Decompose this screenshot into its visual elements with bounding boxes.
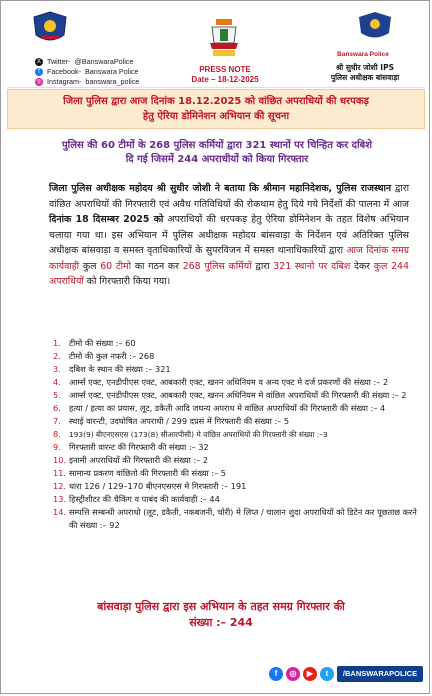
social-value: banswara_police (85, 77, 140, 86)
final-line-2: संख्या :– 244 (189, 616, 253, 629)
list-number: 13. (53, 494, 67, 504)
list-text: स्थाई वारन्टी, उदघोषित अपराधी / 299 दप्रसं में गिरफ्तारी की संख्या :– 5 (69, 416, 290, 426)
facebook-icon: f (35, 68, 43, 76)
list-item (53, 506, 425, 532)
para-text: अपराधियों की धरपकड़ हेतु ऐरिया डोमिनेशन के तहत विशेष अभियान चलाया गया था। इस अभियान में पुलिस अधीक्षक महोदय बांसवाड़ा के निर्देशन एवं अतिरिक्त पुलिस अधीक्षक बांसवाड़ा व समस्त वृताधिकारियों के सुपरविजन में समस्त थानाधिकारियों द्वारा (49, 214, 410, 256)
list-number: 8. (53, 429, 61, 439)
para-highlight: आज दिनांक समग्र कार्यवाही (49, 245, 409, 272)
list-item (53, 467, 425, 480)
instagram-icon[interactable]: ◎ (286, 667, 300, 681)
list-number: 9. (53, 442, 61, 452)
list-number: 10. (53, 455, 67, 465)
list-text: हत्या / हत्या का प्रयास, लूट, डकैती आदि जघन्य अपराध मे वांछित अपराधियों की गिरफ्तारी की संख्या :– 4 (69, 403, 386, 413)
title-box (7, 89, 425, 129)
sp-name: श्री सुधीर जोशी IPS (335, 63, 395, 72)
para-text: को गिरफ्तारी किया गया। (83, 276, 171, 287)
para-arrests: कुल 244 अपराधियों (49, 260, 409, 287)
social-row-facebook[interactable] (35, 67, 139, 77)
list-item (53, 454, 425, 467)
list-text: सामान्य प्रकरण वांछितो की गिरफ्तारी की संख्या :– 5 (69, 468, 227, 478)
list-number: 14. (53, 507, 67, 517)
list-number: 3. (53, 364, 61, 374)
list-item (53, 441, 425, 454)
facebook-icon[interactable]: f (269, 667, 283, 681)
para-raids: 321 स्थानो पर दबिश (273, 260, 351, 272)
list-text: दबिश के स्थान की संख्या :– 321 (69, 364, 171, 374)
list-number: 2. (53, 351, 61, 361)
list-item (53, 363, 425, 376)
list-item (53, 376, 425, 389)
list-text: सम्पत्ति सम्बन्धी अपराधो (लूट, डकैती, नकबजनी, चोरी) मे लिप्त / चालान शुदा अपराधियों को डिटेन कर पूछताछ करने की संख्या :– 92 (69, 507, 417, 530)
sp-designation: पुलिस अधीक्षक बांसवाड़ा (330, 72, 400, 82)
para-personnel: 268 पुलिस कर्मियों (182, 260, 252, 272)
body-paragraph (49, 181, 409, 290)
para-text: द्वारा वांछित अपराधियों की गिरफ्तारी एवं अवैध गतिविधियों की रोकथाम हेतु दिये गये निर्देशों की पालना में आज (49, 183, 409, 210)
list-text: हिस्ट्रीशीटर की चैकिंग व पाबंद की कार्यवाही :– 44 (69, 494, 220, 504)
title-line-1: जिला पुलिस द्वारा आज दिनांक 18.12.2025 को वांछित अपराधियों की धरपकड़ (63, 96, 369, 107)
list-text: धारा 126 / 129–170 बीएनएसएस मे गिरफ्तारी :– 191 (69, 481, 247, 491)
press-note-date: Date – 18-12-2025 (191, 75, 259, 84)
x-icon: X (36, 59, 41, 65)
para-date: दिनांक 18 दिसम्बर 2025 को (49, 214, 164, 225)
subtitle-line-1: पुलिस की 60 टीमों के 268 पुलिस कर्मियों द्वारा 321 स्थानों पर चिन्हित कर दबिशे (61, 140, 373, 151)
list-text: आर्म्स एक्ट, एनडीपीएस एक्ट, आबकारी एक्ट, खनन अधिनियम मे वांछित अपराधियों की गिरफ्तारी की संख्या :– 2 (69, 390, 407, 400)
list-number: 4. (53, 377, 61, 387)
social-handles (35, 57, 139, 87)
social-label: Facebook- (47, 67, 81, 76)
x-icon[interactable]: t (320, 667, 334, 681)
list-item (53, 337, 425, 350)
final-line-1: बांसवाड़ा पुलिस द्वारा इस अभियान के तहत समग्र गिरफ्तार की (97, 600, 345, 613)
list-item (53, 493, 425, 506)
list-item (53, 415, 425, 428)
press-note-block (179, 65, 271, 85)
final-summary (25, 599, 417, 631)
list-number: 12. (53, 481, 67, 491)
press-note-title: PRESS NOTE (199, 65, 251, 74)
para-text: द्वारा (251, 260, 274, 272)
footer-social-bar (269, 665, 423, 683)
social-row-instagram[interactable] (35, 77, 139, 87)
list-number: 11. (53, 468, 67, 478)
footer-handle[interactable]: /BANSWARAPOLICE (337, 666, 423, 682)
para-text: कुल (79, 260, 101, 272)
subtitle (19, 139, 415, 167)
social-row-twitter[interactable] (35, 57, 139, 67)
list-item (53, 389, 425, 402)
header (7, 7, 425, 88)
list-number: 1. (53, 338, 61, 348)
list-text: आर्म्स एक्ट, एनडीपीएस एक्ट, आबकारी एक्ट, खनन अधिनियम व अन्य एक्ट मे दर्ज प्रकरणों की संख्या :– 2 (69, 377, 389, 387)
banswara-police-logo (351, 11, 399, 43)
list-number: 5. (53, 390, 61, 400)
police-badge-logo (29, 11, 71, 45)
para-teams: 60 टीमो (100, 260, 132, 272)
list-text: 193(9) बीएनएसएस (173(8) सीआरपीसी) मे वांछित अपराधियों की गिरफ्तारी की संख्या :–3 (69, 430, 328, 439)
instagram-icon: ◎ (36, 79, 42, 85)
title-line-2: हेतु ऐरिया डोमिनेशन अभियान की सूचना (142, 111, 290, 122)
list-text: टीमो की कुल नफरी :– 268 (69, 351, 155, 361)
para-lead: जिला पुलिस अधीक्षक महोदय श्री सुधीर जोशी ने बताया कि श्रीमान महानिदेशक, पुलिस राजस्थान (49, 183, 392, 194)
list-number: 6. (53, 403, 61, 413)
list-number: 7. (53, 416, 61, 426)
list-item (53, 428, 425, 441)
social-label: Twitter- (47, 57, 71, 66)
para-text: देकर (350, 260, 374, 272)
list-text: इनामी अपराधियों की गिरफ्तारी की संख्या :– 2 (69, 455, 209, 465)
rajasthan-emblem-icon (207, 17, 241, 59)
social-value: @BanswaraPolice (74, 57, 134, 66)
list-item (53, 480, 425, 493)
list-item (53, 402, 425, 415)
list-text: टीमो की संख्या :– 60 (69, 338, 136, 348)
statistics-list (53, 337, 425, 532)
subtitle-line-2: दि गई जिसमें 244 अपराधीयों को किया गिरफ्तार (125, 154, 309, 165)
sp-name-block (307, 63, 423, 82)
list-text: गिरफ्तारी वारन्ट की गिरफ्तारी की संख्या :– 32 (69, 442, 209, 452)
list-item (53, 350, 425, 363)
banswara-police-label: Banswara Police (337, 51, 389, 58)
youtube-icon[interactable]: ▶ (303, 667, 317, 681)
social-label: Instagram- (47, 77, 82, 86)
social-value: Banswara Police (84, 67, 139, 76)
para-text: का गठन कर (131, 260, 183, 272)
